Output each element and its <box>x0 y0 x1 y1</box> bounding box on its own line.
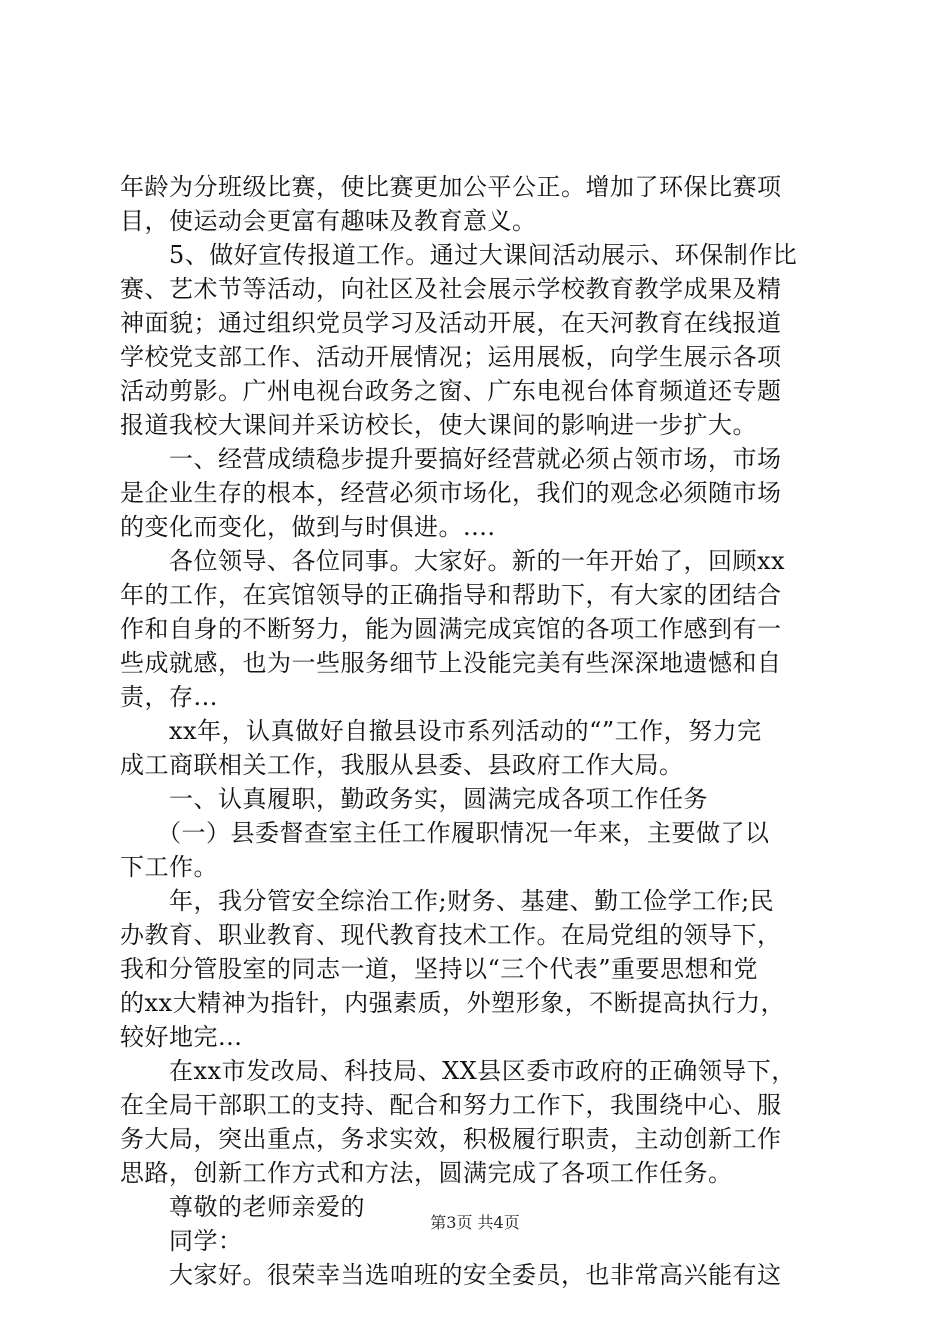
text-line: 下工作。 <box>120 853 218 881</box>
text-line: 报道我校大课间并采访校长，使大课间的影响进一步扩大。 <box>120 411 757 439</box>
text-line: 办教育、职业教育、现代教育技术工作。在局党组的领导下， <box>120 921 782 949</box>
text-line: 思路，创新工作方式和方法，圆满完成了各项工作任务。 <box>120 1159 733 1187</box>
text-line: 赛、艺术节等活动，向社区及社会展示学校教育教学成果及精 <box>120 275 782 303</box>
text-line: 较好地完... <box>120 1023 243 1051</box>
text-line: xx年，认真做好自撤县设市系列活动的“”工作，努力完 <box>120 717 762 745</box>
text-line: 各位领导、各位同事。大家好。新的一年开始了，回顾xx <box>120 547 786 575</box>
text-line: 的xx大精神为指针，内强素质，外塑形象，不断提高执行力， <box>120 989 786 1017</box>
text-line: 我和分管股室的同志一道，坚持以“三个代表”重要思想和党 <box>120 955 759 983</box>
text-line: 务大局，突出重点，务求实效，积极履行职责，主动创新工作 <box>120 1125 782 1153</box>
text-line: 大家好。很荣幸当选咱班的安全委员，也非常高兴能有这 <box>120 1261 782 1289</box>
text-line: 5、做好宣传报道工作。通过大课间活动展示、环保制作比 <box>120 241 798 269</box>
text-line: 一、经营成绩稳步提升要搞好经营就必须占领市场，市场 <box>120 445 782 473</box>
text-line: 神面貌；通过组织党员学习及活动开展，在天河教育在线报道 <box>120 309 782 337</box>
text-line: 些成就感，也为一些服务细节上没能完美有些深深地遗憾和自 <box>120 649 782 677</box>
text-line: 作和自身的不断努力，能为圆满完成宾馆的各项工作感到有一 <box>120 615 782 643</box>
text-line: 尊敬的老师亲爱的 <box>120 1193 365 1221</box>
text-line: 在全局干部职工的支持、配合和努力工作下，我围绕中心、服 <box>120 1091 782 1119</box>
document-body <box>120 170 832 1292</box>
text-line: 一、认真履职，勤政务实，圆满完成各项工作任务 <box>120 785 708 813</box>
text-line: （一）县委督查室主任工作履职情况一年来，主要做了以 <box>120 819 770 847</box>
text-line: 年，我分管安全综治工作;财务、基建、勤工俭学工作;民 <box>120 887 775 915</box>
text-line: 年龄为分班级比赛，使比赛更加公平公正。增加了环保比赛项 <box>120 173 782 201</box>
text-line: 责，存... <box>120 683 218 711</box>
text-line: 是企业生存的根本，经营必须市场化，我们的观念必须随市场 <box>120 479 782 507</box>
text-line: 活动剪影。广州电视台政务之窗、广东电视台体育频道还专题 <box>120 377 782 405</box>
text-line: 学校党支部工作、活动开展情况；运用展板，向学生展示各项 <box>120 343 782 371</box>
text-line: 年的工作，在宾馆领导的正确指导和帮助下，有大家的团结合 <box>120 581 782 609</box>
text-line: 在xx市发改局、科技局、XX县区委市政府的正确领导下， <box>120 1057 796 1085</box>
text-line: 目，使运动会更富有趣味及教育意义。 <box>120 207 537 235</box>
text-line: 成工商联相关工作，我服从县委、县政府工作大局。 <box>120 751 684 779</box>
text-line: 同学： <box>120 1227 243 1255</box>
text-line: 的变化而变化，做到与时俱进。.... <box>120 513 496 541</box>
page-footer: 第3页 共4页 <box>430 1213 520 1232</box>
